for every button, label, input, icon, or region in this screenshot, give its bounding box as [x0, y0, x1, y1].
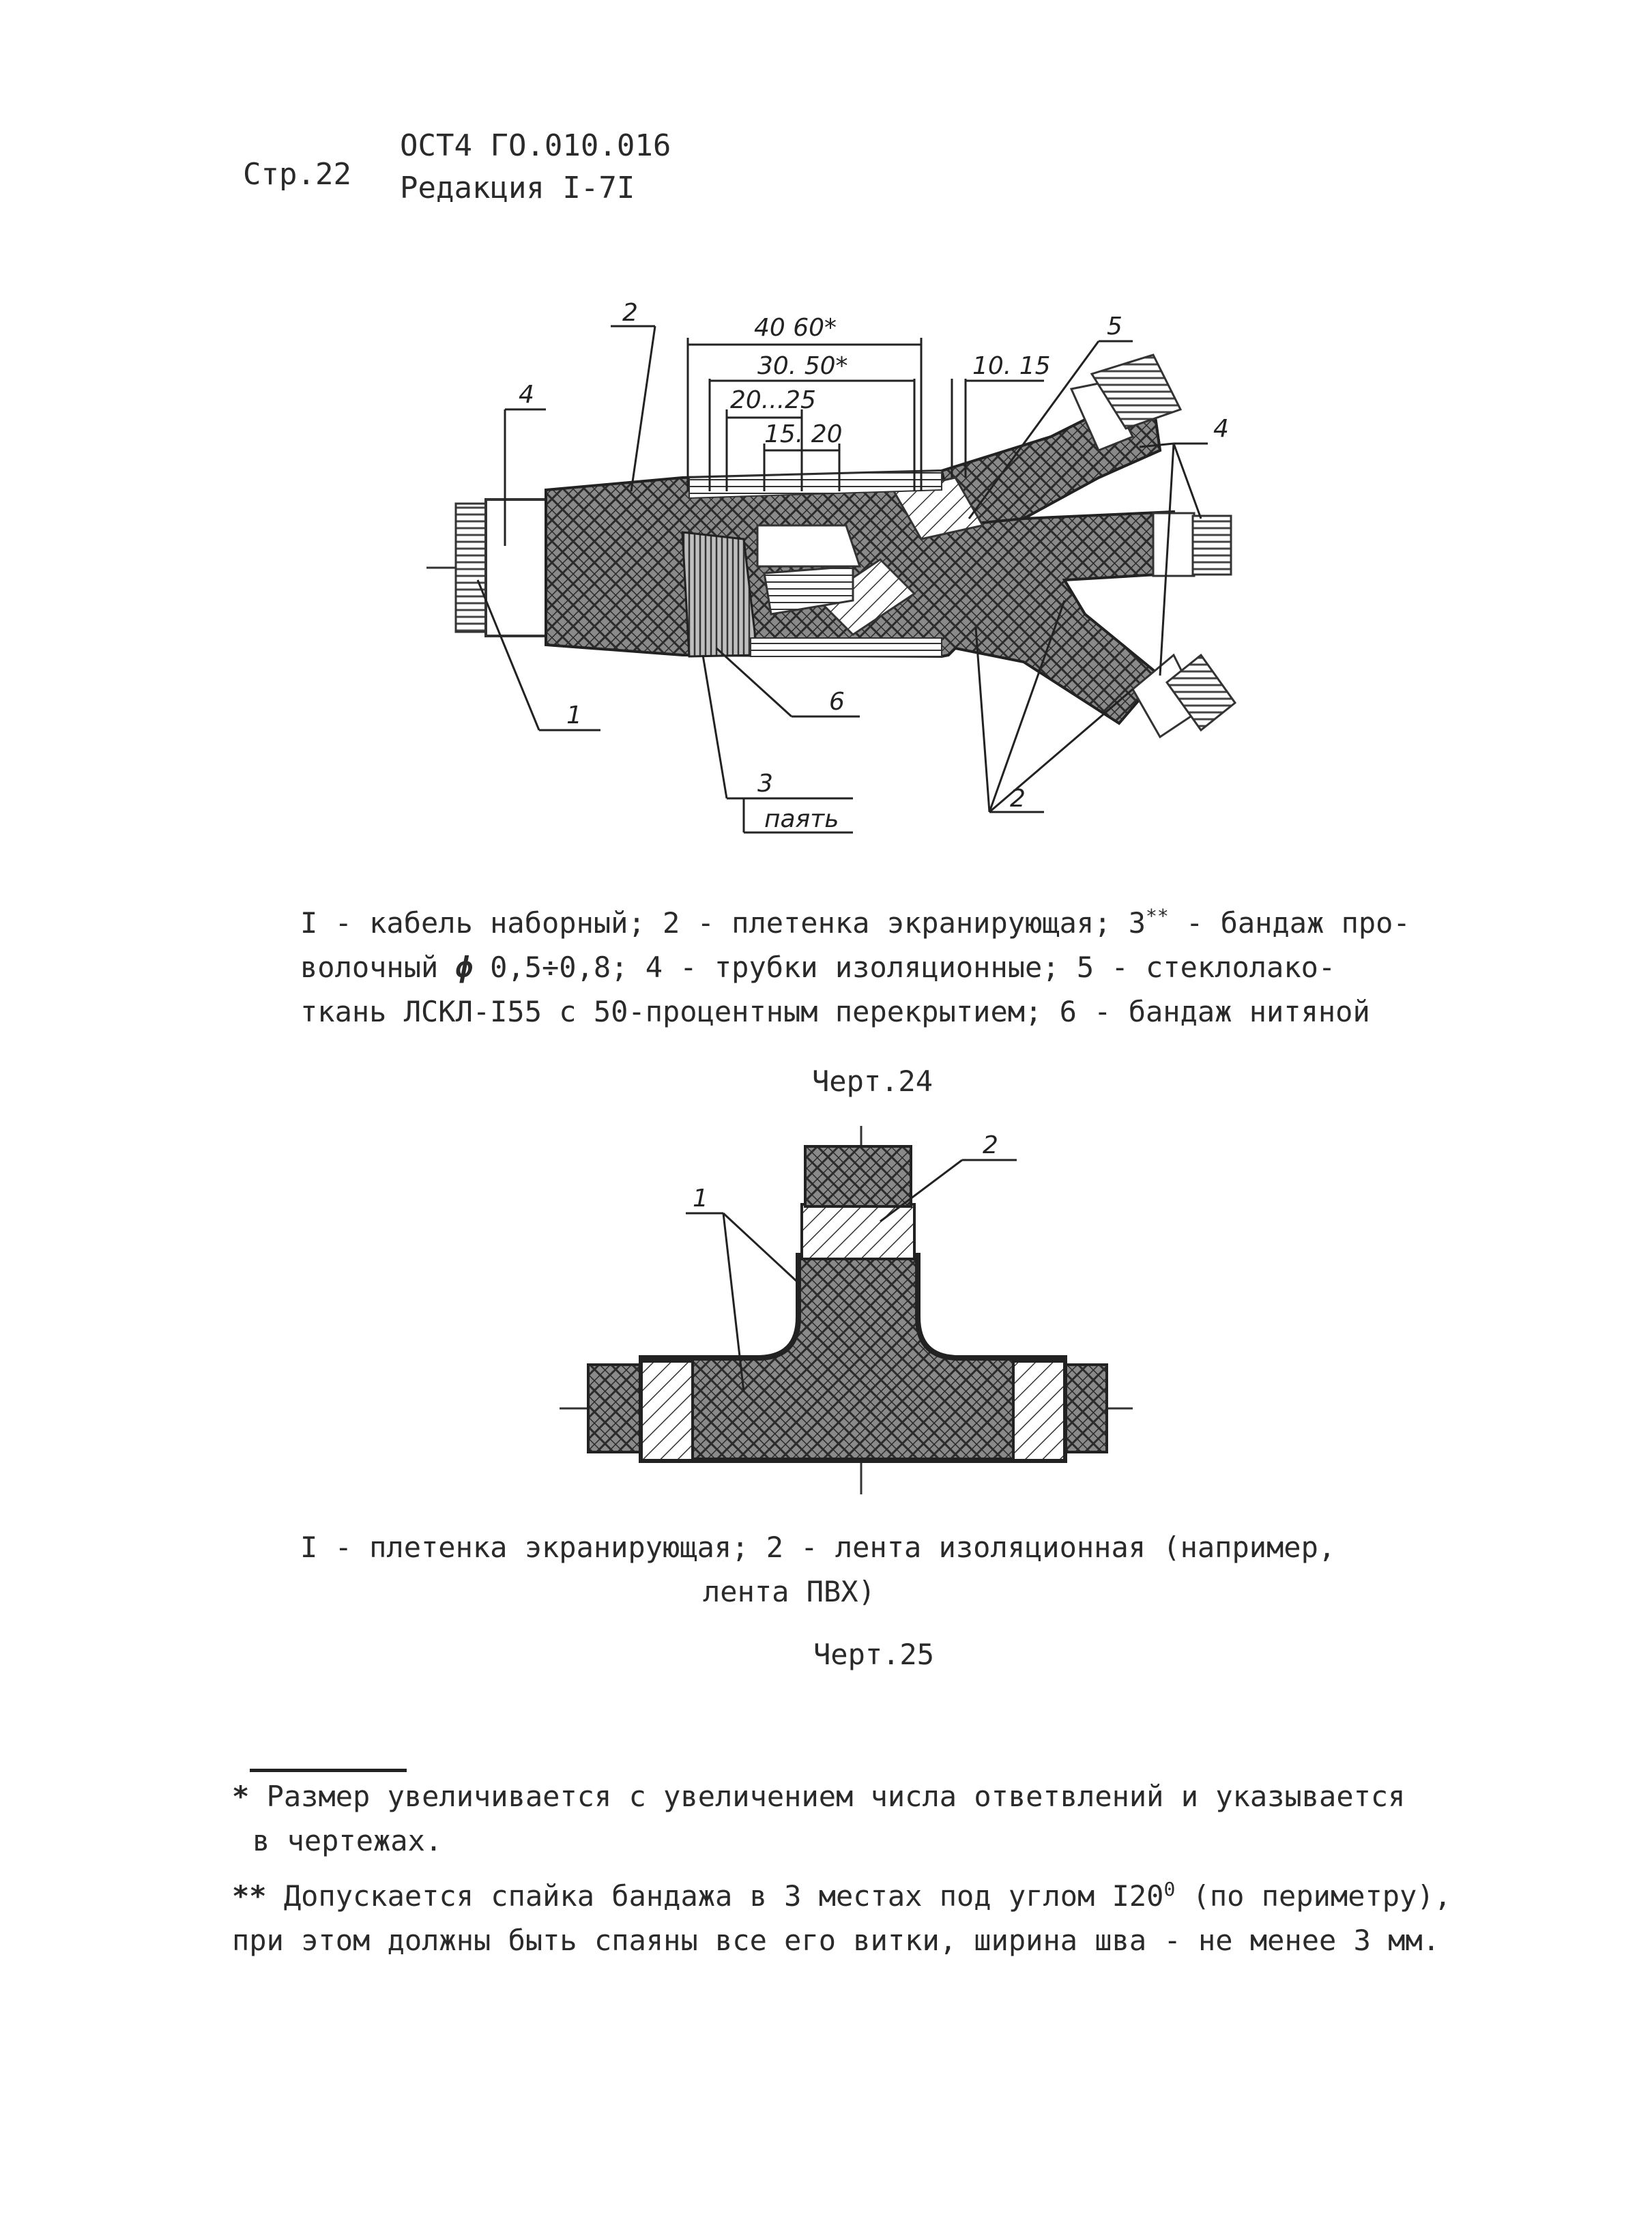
edition-label: Редакция I-7I	[400, 171, 635, 205]
document-number: ОСТ4 ГО.010.016	[400, 128, 671, 163]
page-number: Стр.22	[243, 157, 351, 192]
legend-25-line-1: I - плетенка экранирующая; 2 - лента изоляционная (например,	[300, 1531, 1336, 1564]
legend-25	[300, 1525, 1335, 1614]
footnote-1-line-1: * Размер увеличивается с увеличением числа ответвлений и указывается	[232, 1780, 1406, 1813]
dim-30-50: 30. 50*	[757, 352, 848, 380]
legend-24-line-3: ткань ЛСКЛ-I55 с 50-процентным перекрытием; 6 - бандаж нитяной	[300, 995, 1370, 1029]
dim-40-60: 40 60*	[754, 314, 837, 342]
figure-24-caption: Черт.24	[812, 1064, 933, 1098]
dim-20-25: 20...25	[730, 386, 816, 414]
callout-1: 1	[566, 701, 582, 729]
fig25-callout-1: 1	[693, 1185, 708, 1213]
footnote-2-mark: **	[232, 1879, 267, 1913]
fig25-callout-2: 2	[983, 1131, 998, 1159]
footnote-separator	[250, 1769, 407, 1772]
diameter-symbol: ϕ	[455, 951, 473, 985]
callout-3-solder: паять	[764, 805, 839, 833]
callout-2-top: 2	[622, 299, 638, 327]
callout-5: 5	[1107, 313, 1122, 340]
footnote-2-line-2: при этом должны быть спаяны все его витки, ширина шва - не менее 3 мм.	[232, 1924, 1440, 1958]
callout-4-right: 4	[1213, 415, 1229, 443]
tape-right	[1013, 1361, 1064, 1460]
footnotes	[232, 1774, 1451, 1962]
dim-10-15: 10. 15	[972, 352, 1051, 380]
dim-15-20: 15. 20	[764, 420, 843, 448]
figure-25-caption: Черт.25	[813, 1638, 935, 1671]
callout-3: 3	[757, 770, 773, 798]
legend-24-line-2: волочный ϕ 0,5÷0,8; 4 - трубки изоляционные; 5 - стеклолако-	[300, 951, 1336, 985]
legend-25-line-2: лента ПВХ)	[703, 1575, 875, 1609]
tape-top	[802, 1204, 914, 1259]
tape-left	[641, 1361, 693, 1460]
callout-4-left: 4	[519, 381, 534, 409]
footnote-1-mark: *	[232, 1780, 250, 1813]
footnote-2-line-1: ** Допускается спайка бандажа в 3 местах под углом $I20^0$ (по периметру),	[232, 1878, 1451, 1913]
footnote-1-line-2: в чертежах.	[252, 1824, 443, 1858]
callout-2-bottom: 2	[1010, 785, 1026, 813]
legend-24-line-1: I - кабель наборный; 2 - плетенка экранирующая; 3** - бандаж про-	[300, 905, 1410, 940]
callout-6: 6	[829, 688, 845, 716]
braid-t-junction	[641, 1256, 1064, 1460]
